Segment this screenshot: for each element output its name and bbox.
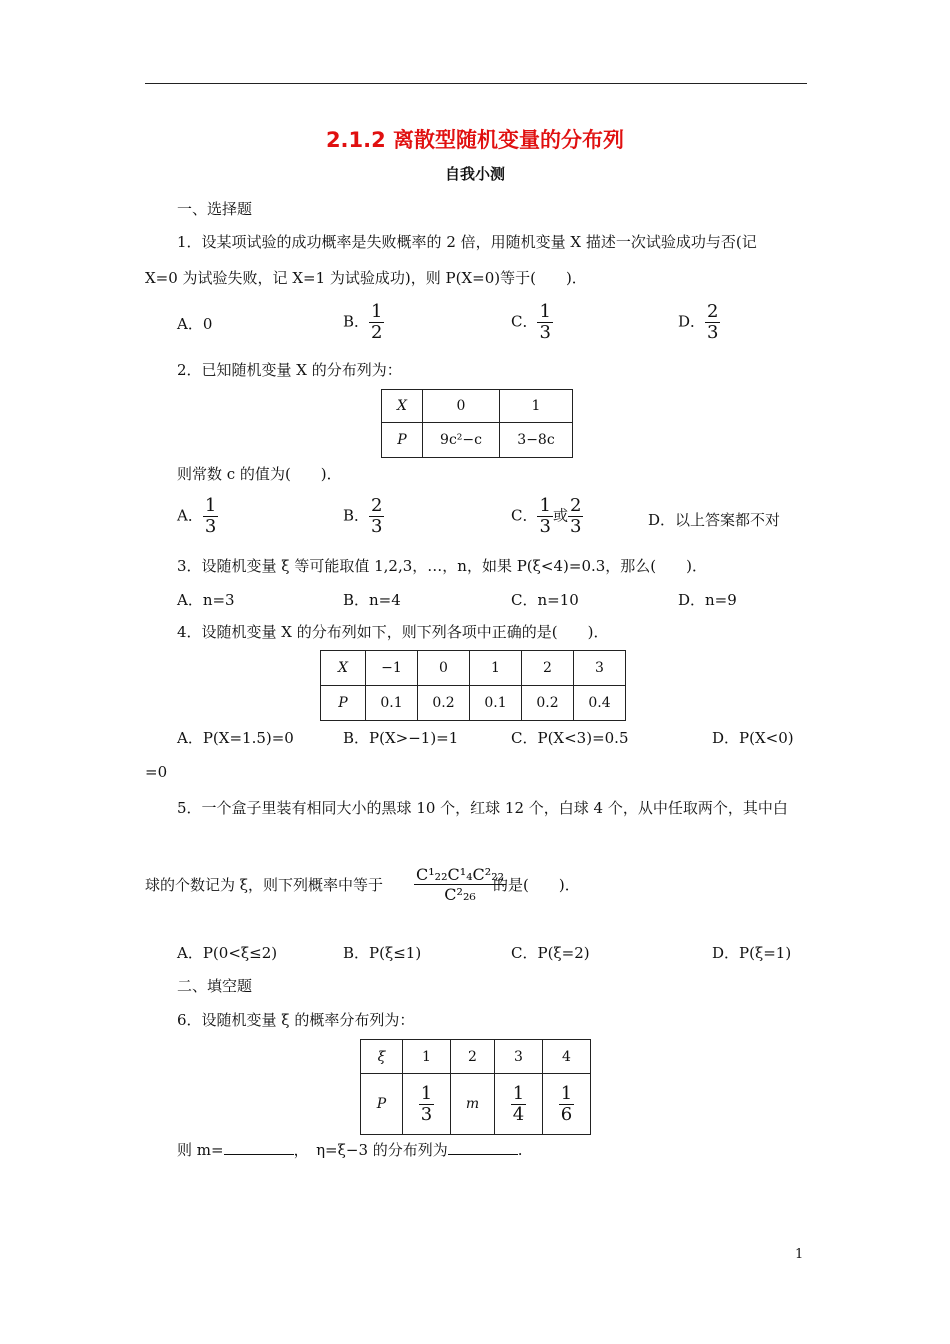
q1-option-a: A．0	[177, 315, 213, 333]
q1-option-b: B． $\frac{1}{2}$	[343, 301, 383, 343]
q5-combination-fraction: C¹₂₂C¹₄C²₂₂ C²₂₆	[416, 865, 505, 904]
header-rule	[145, 83, 807, 84]
q1-d-fraction: $\frac{2}{3}$	[707, 301, 719, 343]
q2-option-b: B． $\frac{2}{3}$	[343, 495, 383, 537]
q5-line2-prefix: 球的个数记为 ξ，则下列概率中等于	[145, 876, 384, 894]
q2-option-a: A． $\frac{1}{3}$	[177, 495, 217, 537]
page-title: 2.1.2 离散型随机变量的分布列	[325, 128, 625, 152]
q3-option-b: B．n=4	[343, 591, 401, 609]
q5-option-d: D．P(ξ=1)	[712, 944, 792, 962]
q5-option-b: B．P(ξ≤1)	[343, 944, 422, 962]
q3-option-a: A．n=3	[177, 591, 235, 609]
q6-answer-line: 则 m= ， η=ξ−3 的分布列为 .	[177, 1141, 523, 1159]
q6-blank-distribution[interactable]	[448, 1140, 518, 1155]
q1-option-d: D． $\frac{2}{3}$	[678, 301, 719, 343]
q2-option-d: D．以上答案都不对	[648, 511, 781, 529]
q5-line1: 5．一个盒子里装有相同大小的黑球 10 个，红球 12 个，白球 4 个，从中任取两个，其中白	[177, 799, 788, 817]
q4-option-c: C．P(X<3)=0.5	[511, 729, 629, 747]
page-subtitle: 自我小测	[444, 165, 505, 183]
q6-distribution-table: ξ 1 2 3 4 P $\frac{1}{3}$ m $\frac{1}{4}$ $\frac{1}{6}$	[360, 1039, 591, 1135]
q1-line2: X=0 为试验失败，记 X=1 为试验成功)，则 P(X=0)等于( )．	[145, 269, 587, 287]
q5-option-c: C．P(ξ=2)	[511, 944, 590, 962]
q2-option-c: C． $\frac{1}{3}$ 或 $\frac{2}{3}$	[511, 495, 582, 537]
q5-option-a: A．P(0<ξ≤2)	[177, 944, 278, 962]
q2-after: 则常数 c 的值为( )．	[177, 465, 342, 483]
q2-distribution-table: X 0 1 P 9c²−c 3−8c	[381, 389, 573, 458]
q5-line2-suffix: 的是( )．	[493, 876, 580, 894]
q6-blank-m[interactable]	[224, 1140, 294, 1155]
q3-option-c: C．n=10	[511, 591, 579, 609]
q3-stem: 3．设随机变量 ξ 等可能取值 1,2,3，…，n，如果 P(ξ<4)=0.3，那么( )．	[177, 557, 708, 575]
q4-option-d-continued: =0	[145, 763, 168, 781]
section-fill-heading: 二、填空题	[177, 977, 253, 995]
q1-option-c: C． $\frac{1}{3}$	[511, 301, 551, 343]
section-choice-heading: 一、选择题	[177, 200, 253, 218]
q1-line1: 1．设某项试验的成功概率是失败概率的 2 倍，用随机变量 X 描述一次试验成功与否(记	[177, 233, 757, 251]
q1-c-fraction: $\frac{1}{3}$	[539, 301, 551, 343]
page-number: 1	[795, 1247, 804, 1262]
q4-distribution-table: X −1 0 1 2 3 P 0.1 0.2 0.1 0.2 0.4	[320, 650, 626, 721]
q4-stem: 4．设随机变量 X 的分布列如下，则下列各项中正确的是( )．	[177, 623, 609, 641]
q3-option-d: D．n=9	[678, 591, 737, 609]
q2-stem: 2．已知随机变量 X 的分布列为：	[177, 361, 402, 379]
q4-option-a: A．P(X=1.5)=0	[177, 729, 294, 747]
q4-option-b: B．P(X>−1)=1	[343, 729, 459, 747]
q6-stem: 6．设随机变量 ξ 的概率分布列为：	[177, 1011, 415, 1029]
q4-option-d: D．P(X<0)	[712, 729, 794, 747]
q1-b-fraction: $\frac{1}{2}$	[371, 301, 383, 343]
